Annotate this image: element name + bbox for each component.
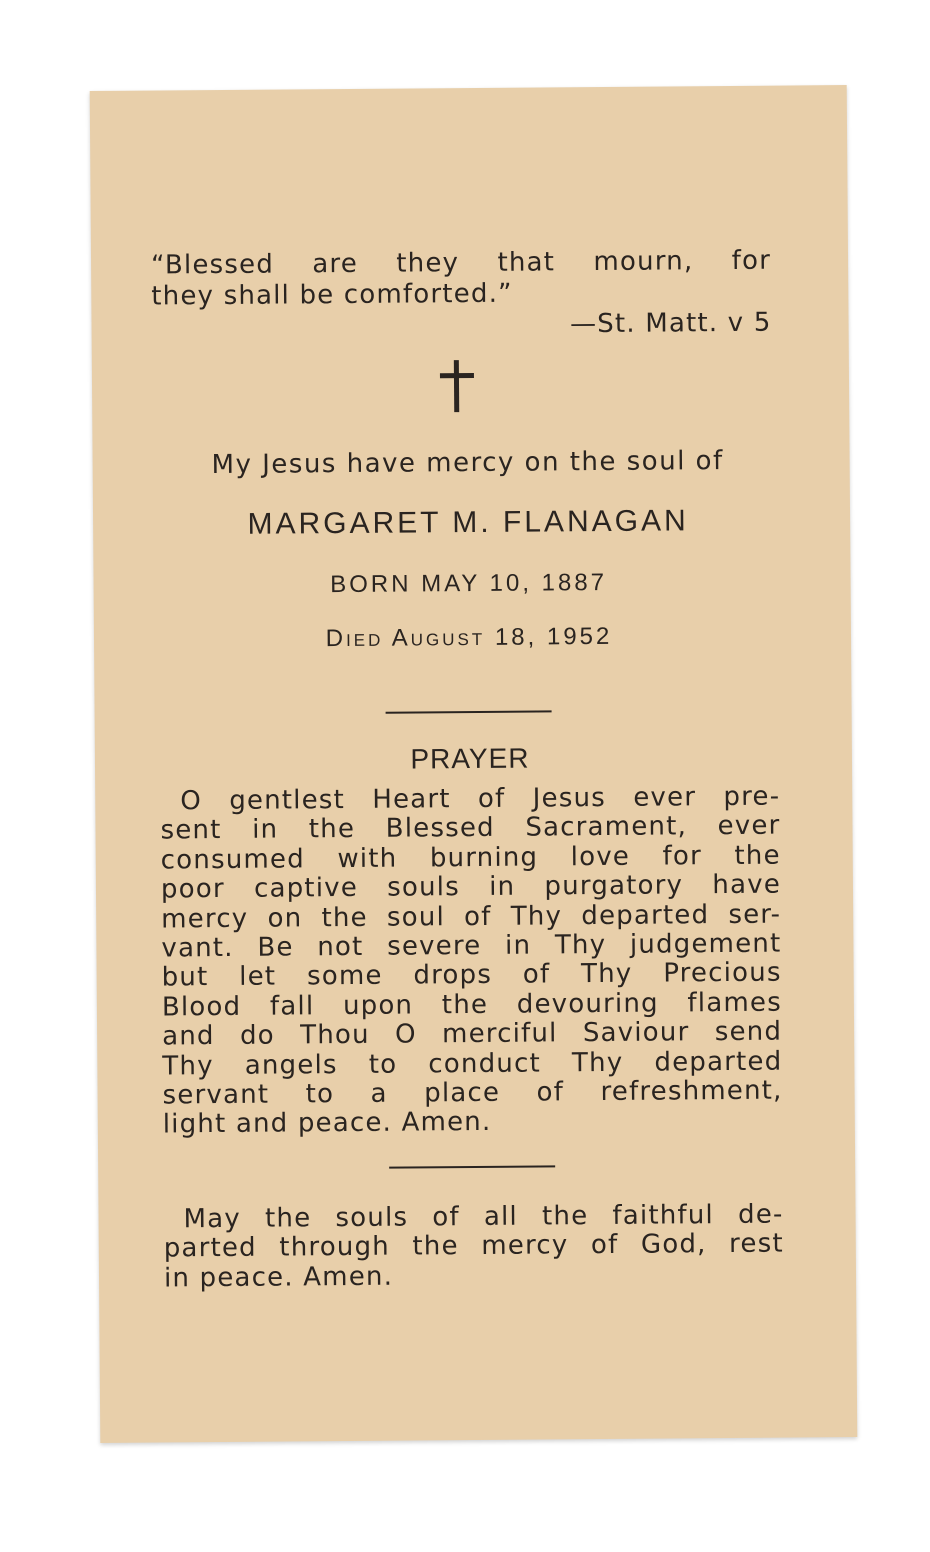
closing-line: parted through the mercy of God, rest <box>163 1228 784 1264</box>
closing-line: May the souls of all the faithful de- <box>183 1199 784 1235</box>
birth-date: BORN MAY 10, 1887 <box>330 568 608 599</box>
prayer-line: Thy angels to conduct Thy departed <box>162 1046 783 1082</box>
cross-icon <box>440 360 474 412</box>
prayer-line: Blood fall upon the devouring flames <box>161 987 782 1023</box>
verse-citation: —St. Matt. v 5 <box>569 307 772 340</box>
prayer-line: vant. Be not severe in Thy judgement <box>161 928 782 964</box>
prayer-heading: PRAYER <box>410 742 530 775</box>
prayer-line: mercy on the soul of Thy departed ser- <box>161 899 782 935</box>
prayer-line: but let some drops of Thy Precious <box>161 958 782 993</box>
verse-line: they shall be comforted.” <box>151 278 513 312</box>
prayer-line: consumed with burning love for the <box>160 840 781 876</box>
deceased-name: MARGARET M. FLANAGAN <box>247 504 689 541</box>
prayer-line: O gentlest Heart of Jesus ever pre- <box>180 781 781 817</box>
prayer-line: light and peace. Amen. <box>162 1107 492 1140</box>
scripture-verse <box>151 246 771 313</box>
memorial-card <box>90 85 858 1443</box>
closing-line: in peace. Amen. <box>163 1261 394 1294</box>
prayer-text <box>160 783 783 1141</box>
prayer-line: poor captive souls in purgatory have <box>160 869 782 905</box>
divider <box>389 1165 555 1168</box>
prayer-line: servant to a place of refreshment, <box>162 1075 783 1111</box>
mercy-invocation: My Jesus have mercy on the soul of <box>211 446 724 481</box>
closing-prayer <box>163 1201 784 1294</box>
divider <box>386 710 552 713</box>
prayer-line: sent in the Blessed Sacrament, ever <box>160 810 781 846</box>
prayer-line: and do Thou O merciful Saviour send <box>162 1016 783 1052</box>
verse-line: “Blessed are they that mourn, for <box>150 245 772 281</box>
death-date: Died August 18, 1952 <box>325 622 613 653</box>
